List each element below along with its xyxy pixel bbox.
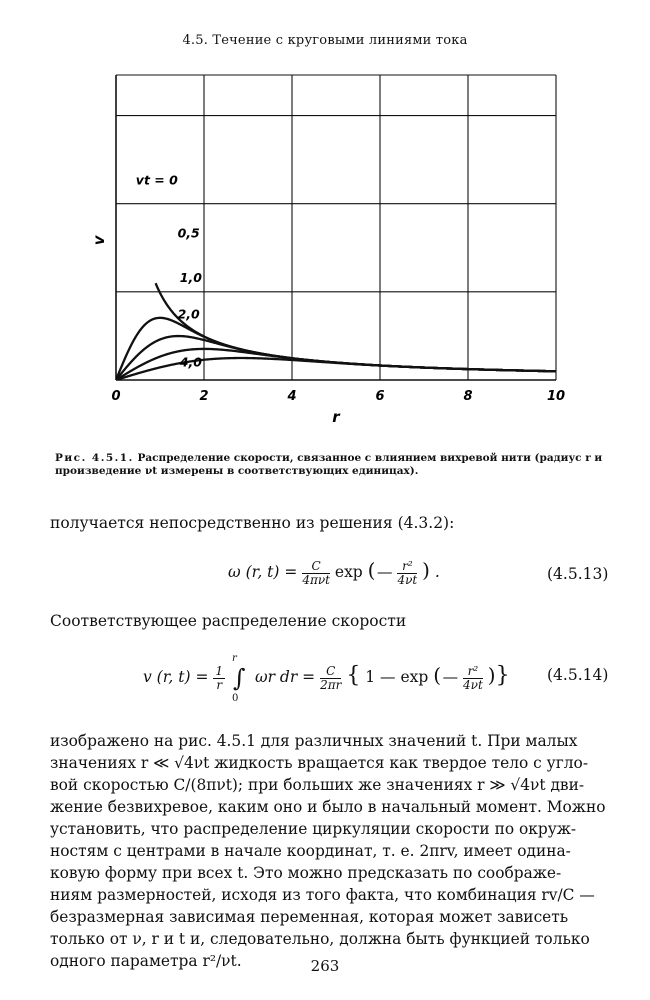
- body-line: вой скоростью C/(8πνt); при больших же значениях r ≫ √4νt дви-: [50, 776, 585, 794]
- y-axis-label: v: [90, 235, 108, 246]
- x-tick-label: 6: [375, 389, 385, 404]
- caption-text: Распределение скорости, связанное с влиянием вихревой нити (радиус r и произведение νt измерены в соответствующих единицах).: [55, 452, 603, 477]
- series-label: 1,0: [179, 270, 202, 286]
- x-tick-label: 10: [546, 389, 566, 404]
- eq2-fraction-2: $\frac{C}{2\pi r}$: [320, 663, 342, 692]
- eq2-integrand: ωr dr =: [254, 668, 316, 686]
- eq2-lhs: v (r, t) =: [143, 668, 209, 686]
- body-line: ниям размерностей, исходя из того факта, что комбинация rv/C —: [50, 886, 595, 904]
- caption-lead: Рис. 4.5.1.: [55, 452, 134, 464]
- running-header: 4.5. Течение с круговыми линиями тока: [182, 33, 468, 48]
- body-line: жение безвихревое, каким оно и было в начальный момент. Можно: [50, 798, 606, 816]
- body-line: ковую форму при всех t. Это можно предсказать по соображе-: [50, 864, 562, 882]
- paragraph-1: получается непосредственно из решения (4.3.2):: [50, 514, 455, 532]
- x-tick-label: 8: [463, 389, 473, 404]
- body-text: [50, 730, 620, 972]
- series-label: 4,0: [179, 354, 202, 370]
- equation-4-5-14: v (r, t) = $\frac{1}{r}$ r ∫ 0 ωr dr = $\frac{C}{2\pi r}$ { 1 — exp ( — $\frac{\text{r²}}{4\nu t}$ )}: [143, 653, 510, 704]
- equation-number-4-5-13: (4.5.13): [547, 565, 609, 583]
- eq1-exp-fraction: $\frac{\text{r²}}{4\nu t}$: [397, 558, 418, 587]
- body-line: изображено на рис. 4.5.1 для различных значений t. При малых: [50, 732, 578, 750]
- equation-number-4-5-14: (4.5.14): [547, 666, 609, 684]
- integral-sign: r ∫ 0: [232, 653, 246, 704]
- eq1-exp: exp: [334, 563, 363, 581]
- x-tick-label: 4: [287, 389, 297, 404]
- x-tick-label: 2: [199, 389, 209, 404]
- body-line: одного параметра r²/νt.: [50, 952, 242, 970]
- eq2-brace-content: 1 — exp: [365, 668, 429, 686]
- eq2-fraction-1: $\frac{1}{r}$: [215, 663, 224, 692]
- eq1-fraction: $\frac{C}{\text{4πνt}}$: [302, 558, 330, 587]
- figure-caption: [55, 452, 615, 478]
- series-label: 2,0: [177, 306, 200, 322]
- eq2-exp-fraction: $\frac{\text{r²}}{4\nu t}$: [463, 663, 483, 692]
- series-label: vt = 0: [135, 172, 178, 188]
- x-tick-label: 0: [111, 389, 121, 404]
- page-number: 263: [310, 957, 340, 975]
- body-line: безразмерная зависимая переменная, которая может зависеть: [50, 908, 569, 926]
- body-line: только от ν, r и t и, следовательно, должна быть функцией только: [50, 930, 590, 948]
- series-label: 0,5: [177, 225, 200, 241]
- x-axis-label: r: [332, 408, 340, 426]
- velocity-chart: [60, 60, 600, 430]
- chart-labels: [90, 172, 565, 426]
- body-line: значениях r ≪ √4νt жидкость вращается как твердое тело с угло-: [50, 754, 589, 772]
- eq1-lhs: ω (r, t) =: [228, 563, 298, 581]
- equation-4-5-13: ω (r, t) = $\frac{C}{\text{4πνt}}$ exp ( — $\frac{\text{r²}}{4\nu t}$ ) .: [228, 558, 440, 587]
- paragraph-2: Соответствующее распределение скорости: [50, 612, 407, 630]
- body-line: установить, что распределение циркуляции скорости по окруж-: [50, 820, 577, 838]
- body-line: ностям с центрами в начале координат, т. е. 2πrv, имеет одина-: [50, 842, 571, 860]
